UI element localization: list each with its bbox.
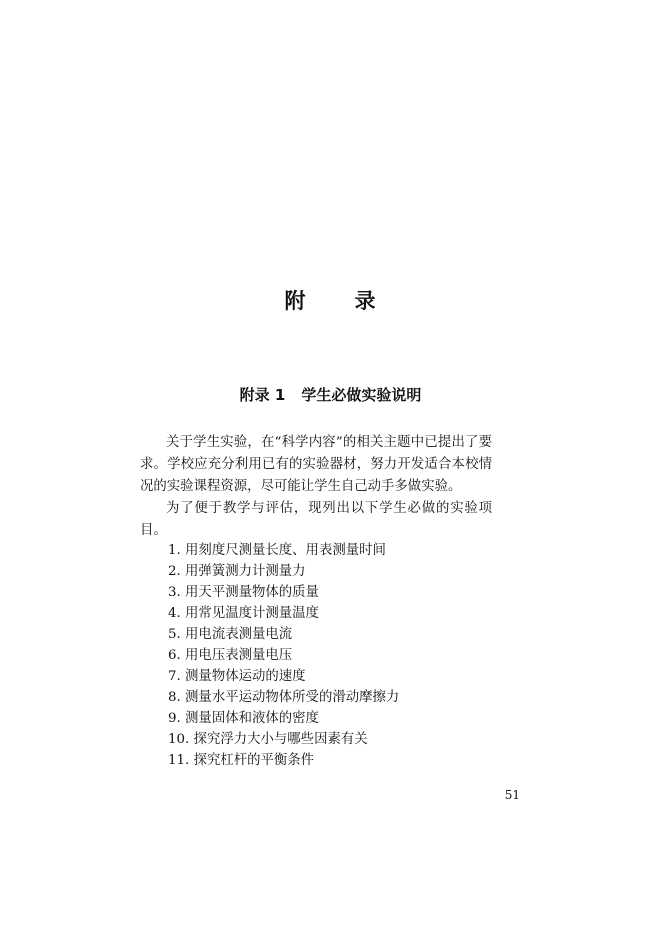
section-title (0, 384, 661, 405)
list-item: 1. 用刻度尺测量长度、用表测量时间 (168, 543, 386, 558)
list-item: 3. 用天平测量物体的质量 (168, 585, 319, 600)
appendix-heading (0, 285, 661, 315)
list-item: 6. 用电压表测量电压 (168, 648, 293, 663)
section-number: 附录 1 (239, 386, 286, 404)
paragraph: 关于学生实验，在“科学内容”的相关主题中已提出了要求。学校应充分利用已有的实验器材，努力开发适合本校情况的实验课程资源，尽可能让学生自己动手多做实验。 (140, 435, 492, 494)
list-item: 2. 用弹簧测力计测量力 (168, 564, 306, 579)
intro-text (140, 432, 492, 542)
experiment-list (168, 540, 399, 771)
list-item: 9. 测量固体和液体的密度 (168, 711, 319, 726)
page-number: 51 (504, 788, 520, 802)
list-item: 10. 探究浮力大小与哪些因素有关 (168, 732, 368, 747)
list-item: 4. 用常见温度计测量温度 (168, 606, 319, 621)
section-title-text: 学生必做实验说明 (301, 386, 422, 404)
paragraph: 为了便于教学与评估，现列出以下学生必做的实验项目。 (140, 501, 492, 538)
list-item: 5. 用电流表测量电流 (168, 627, 293, 642)
heading-char-2: 录 (354, 289, 377, 313)
list-item: 8. 测量水平运动物体所受的滑动摩擦力 (168, 690, 400, 705)
list-item: 7. 测量物体运动的速度 (168, 669, 306, 684)
heading-char-1: 附 (284, 289, 307, 313)
list-item: 11. 探究杠杆的平衡条件 (168, 753, 315, 768)
